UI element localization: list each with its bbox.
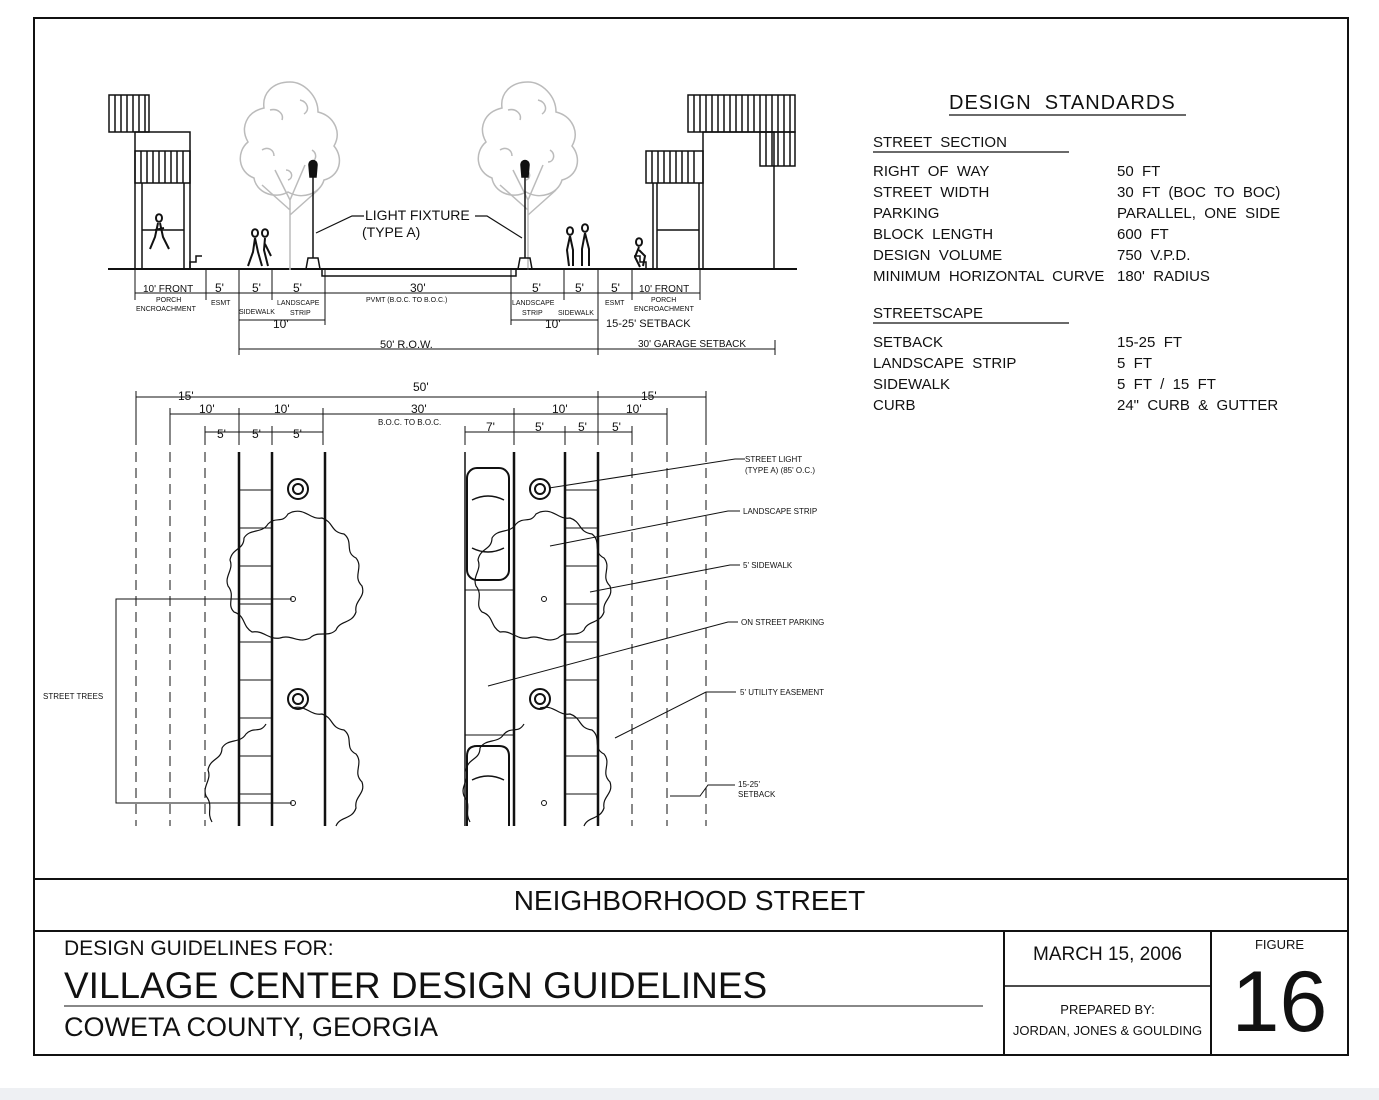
street-trees-bracket — [116, 599, 292, 803]
street-light-icon — [530, 479, 550, 499]
dim-15-right: 15' — [641, 389, 657, 403]
front-porch-label: 10' FRONT — [143, 284, 194, 295]
standard-label: RIGHT OF WAY — [873, 163, 990, 180]
standard-value: 600 FT — [1117, 226, 1169, 243]
landscape-strip-callout: LANDSCAPE STRIP — [743, 507, 818, 516]
county-label: COWETA COUNTY, GEORGIA — [64, 1012, 439, 1042]
dim-5-a: 5' — [217, 427, 226, 441]
streetscape-heading: STREETSCAPE — [873, 305, 984, 322]
tree-canopy-right-lower — [463, 707, 611, 826]
dim-50: 50' — [413, 380, 429, 394]
parked-car-lower — [467, 746, 509, 826]
esmt-dim: 5' — [215, 281, 224, 295]
standard-value: 750 V.P.D. — [1117, 247, 1191, 264]
figure-label: FIGURE — [1254, 937, 1305, 952]
standard-label: STREET WIDTH — [873, 184, 990, 201]
sidewalk-dim: 5' — [252, 281, 261, 295]
sidewalk-label: SIDEWALK — [239, 309, 275, 316]
sidewalk-joints — [239, 490, 598, 794]
parked-car — [467, 468, 509, 580]
dim-15-left: 15' — [178, 389, 194, 403]
street-light-icon — [530, 689, 550, 709]
street-light-icon — [288, 689, 308, 709]
standard-value: 24" CURB & GUTTER — [1117, 397, 1279, 414]
light-fixture-type: (TYPE A) — [362, 224, 421, 240]
road-profile — [322, 269, 516, 276]
standard-label: BLOCK LENGTH — [873, 226, 994, 243]
utility-callout: 5' UTILITY EASEMENT — [740, 688, 825, 697]
plan-view — [116, 391, 745, 826]
tree-canopies — [205, 511, 611, 826]
guidelines-for: DESIGN GUIDELINES FOR: — [64, 937, 334, 960]
standard-value: 5 FT — [1117, 355, 1153, 372]
parking-callout: ON STREET PARKING — [741, 618, 825, 627]
date-label: MARCH 15, 2006 — [1033, 944, 1182, 965]
standard-value: 30 FT (BOC TO BOC) — [1117, 184, 1281, 201]
r-sidewalk-label: SIDEWALK — [558, 310, 594, 317]
standard-value: 50 FT — [1117, 163, 1161, 180]
street-light-callout-2: (TYPE A) (85' O.C.) — [745, 466, 815, 475]
dim-30: 30' — [411, 402, 427, 416]
plan-dashed-lines — [136, 452, 706, 826]
standard-label: LANDSCAPE STRIP — [873, 355, 1017, 372]
standard-label: CURB — [873, 397, 916, 414]
right-house — [634, 95, 795, 269]
r-esmt-dim: 5' — [611, 281, 620, 295]
setback-callout-2: SETBACK — [738, 790, 776, 799]
person-left-sidewalk — [248, 229, 271, 266]
left-house — [109, 95, 202, 269]
plan-labels — [43, 380, 824, 799]
r-front-label: 10' FRONT — [639, 284, 690, 295]
standard-label: PARKING — [873, 205, 940, 222]
design-standards — [873, 92, 1280, 414]
light-fixture-label: LIGHT FIXTURE — [365, 207, 470, 223]
landscape-label-2: STRIP — [290, 310, 311, 317]
sidewalk-callout: 5' SIDEWALK — [743, 561, 793, 570]
ten-dim-left: 10' — [273, 317, 289, 331]
r-landscape-label-2: STRIP — [522, 310, 543, 317]
standard-value: 5 FT / 15 FT — [1117, 376, 1216, 393]
street-light-callout: STREET LIGHT — [745, 455, 803, 464]
prepared-by-label: PREPARED BY: — [1060, 1002, 1155, 1017]
section-labels — [136, 207, 746, 351]
standard-label: DESIGN VOLUME — [873, 247, 1003, 264]
tree-canopy-left-upper — [227, 511, 363, 640]
tree-canopy-left-lower — [205, 707, 363, 826]
r-landscape-dim: 5' — [532, 281, 541, 295]
standard-value: 180' RADIUS — [1117, 268, 1210, 285]
front-porch-label-2: PORCH — [156, 297, 182, 304]
row-dim: 50' R.O.W. — [380, 339, 433, 351]
dim-5-b: 5' — [252, 427, 261, 441]
page-edge — [0, 1088, 1379, 1100]
street-section-heading: STREET SECTION — [873, 134, 1007, 151]
person-right-sidewalk — [567, 224, 589, 266]
landscape-dim: 5' — [293, 281, 302, 295]
dim-10-d: 10' — [626, 402, 642, 416]
dim-7: 7' — [486, 420, 495, 434]
r-front-label-2: PORCH — [651, 297, 677, 304]
esmt-label: ESMT — [211, 300, 231, 307]
r-landscape-label: LANDSCAPE — [512, 300, 555, 307]
landscape-label: LANDSCAPE — [277, 300, 320, 307]
r-sidewalk-dim: 5' — [575, 281, 584, 295]
front-porch-label-3: ENCROACHMENT — [136, 306, 196, 313]
light-pole-left — [306, 161, 320, 270]
dim-5-c: 5' — [293, 427, 302, 441]
pvmt-dim: 30' — [410, 281, 426, 295]
pvmt-label: PVMT (B.O.C. TO B.O.C.) — [366, 297, 448, 304]
tree-canopy-right-upper — [475, 511, 611, 640]
standard-value: PARALLEL, ONE SIDE — [1117, 205, 1281, 222]
street-light-icon — [288, 479, 308, 499]
street-light-icons — [288, 479, 550, 709]
person-left-porch — [150, 214, 169, 249]
firm-label: JORDAN, JONES & GOULDING — [1012, 1023, 1203, 1038]
dim-10-c: 10' — [552, 402, 568, 416]
standards-title: DESIGN STANDARDS — [949, 92, 1176, 114]
garage-setback-label: 30' GARAGE SETBACK — [638, 339, 747, 350]
dim-5-d: 5' — [535, 420, 544, 434]
dim-10-a: 10' — [199, 402, 215, 416]
figure-number: 16 — [1231, 954, 1328, 1050]
dim-10-b: 10' — [274, 402, 290, 416]
setback-label: 15-25' SETBACK — [606, 318, 691, 330]
r-esmt-label: ESMT — [605, 300, 625, 307]
standard-label: MINIMUM HORIZONTAL CURVE — [873, 268, 1105, 285]
sheet-title: NEIGHBORHOOD STREET — [513, 885, 866, 916]
standard-label: SETBACK — [873, 334, 944, 351]
project-title: VILLAGE CENTER DESIGN GUIDELINES — [64, 965, 768, 1006]
standard-value: 15-25 FT — [1117, 334, 1183, 351]
boc-label: B.O.C. TO B.O.C. — [378, 418, 442, 427]
r-front-label-3: ENCROACHMENT — [634, 306, 694, 313]
dim-5-e: 5' — [578, 420, 587, 434]
r-ten-dim: 10' — [545, 317, 561, 331]
dim-5-f: 5' — [612, 420, 621, 434]
street-trees-label: STREET TREES — [43, 692, 104, 701]
setback-callout: 15-25' — [738, 780, 760, 789]
standard-label: SIDEWALK — [873, 376, 950, 393]
